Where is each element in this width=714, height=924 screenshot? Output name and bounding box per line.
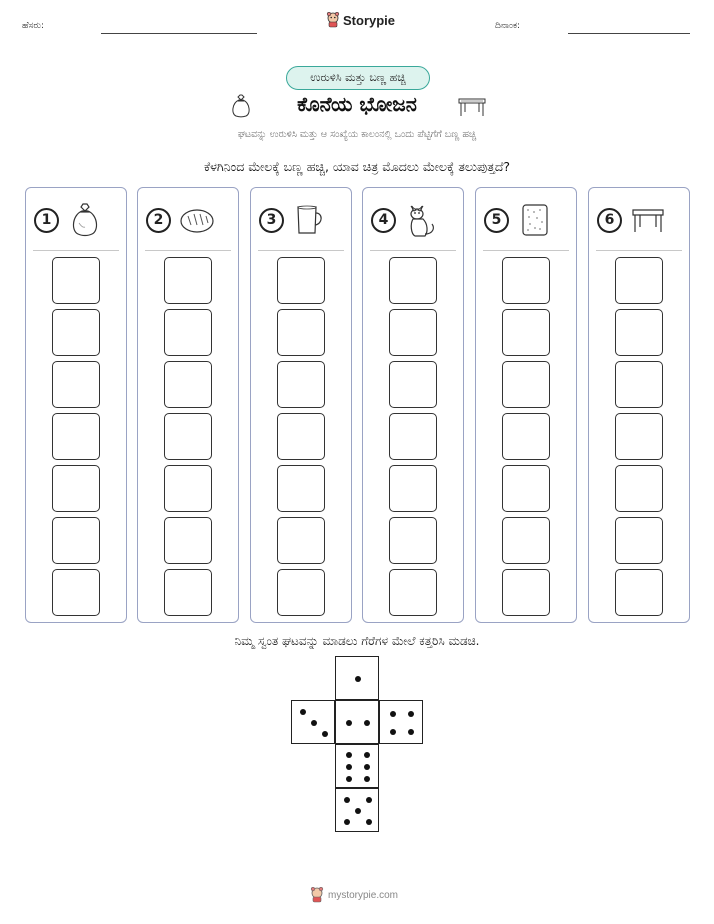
color-box[interactable] [615, 309, 663, 356]
bread-loaf-icon [179, 202, 215, 238]
color-box[interactable] [277, 361, 325, 408]
color-box[interactable] [389, 309, 437, 356]
color-box[interactable] [164, 465, 212, 512]
die-pip [366, 797, 372, 803]
name-line[interactable] [101, 33, 257, 34]
die-pip [322, 731, 328, 737]
color-box[interactable] [502, 309, 550, 356]
subtitle: ಘಟವನ್ನು ಉರುಳಿಸಿ ಮತ್ತು ಆ ಸಂಖ್ಯೆಯ ಕಾಲಂನಲ್ಲಿ ಒಂದು ಪೆಟ್ಟಿಗೆಗೆ ಬಣ್ಣ ಹಚ್ಚಿ [237, 129, 477, 140]
color-box[interactable] [277, 465, 325, 512]
column-divider [33, 250, 119, 251]
color-box[interactable] [389, 517, 437, 564]
color-box[interactable] [52, 569, 100, 616]
color-box[interactable] [164, 361, 212, 408]
die-pip [364, 752, 370, 758]
die-pip [311, 720, 317, 726]
storypie-mascot-icon [310, 887, 324, 903]
die-face-3 [291, 700, 335, 744]
column-6 [588, 187, 690, 623]
brand-name: Storypie [343, 12, 396, 28]
die-pip [355, 676, 361, 682]
column-number: 2 [146, 208, 171, 233]
color-box[interactable] [164, 309, 212, 356]
color-box[interactable] [52, 309, 100, 356]
color-box[interactable] [164, 517, 212, 564]
column-1 [25, 187, 127, 623]
column-number: 3 [259, 208, 284, 233]
column-header [371, 202, 455, 238]
die-face-1 [335, 656, 379, 700]
color-box[interactable] [52, 361, 100, 408]
die-pip [408, 711, 414, 717]
activity-tag: ಉರುಳಿಸಿ ಮತ್ತು ಬಣ್ಣ ಹಚ್ಚಿ [286, 66, 430, 90]
column-divider [258, 250, 344, 251]
column-divider [596, 250, 682, 251]
color-box[interactable] [502, 517, 550, 564]
table-icon [630, 202, 666, 238]
die-pip [344, 797, 350, 803]
column-number: 6 [597, 208, 622, 233]
mug-icon [292, 202, 328, 238]
die-pip [300, 709, 306, 715]
column-number: 5 [484, 208, 509, 233]
color-box[interactable] [52, 465, 100, 512]
color-box[interactable] [502, 361, 550, 408]
color-box[interactable] [164, 413, 212, 460]
die-pip [364, 764, 370, 770]
die-pip [364, 720, 370, 726]
die-pip [346, 764, 352, 770]
color-box[interactable] [502, 257, 550, 304]
color-box[interactable] [164, 569, 212, 616]
column-header [484, 202, 568, 238]
die-face-5 [335, 788, 379, 832]
date-label: ದಿನಾಂಕ: [495, 21, 521, 31]
color-box[interactable] [52, 517, 100, 564]
column-divider [370, 250, 456, 251]
color-box[interactable] [615, 257, 663, 304]
color-box[interactable] [615, 465, 663, 512]
column-number: 4 [371, 208, 396, 233]
column-header [146, 202, 230, 238]
color-box[interactable] [389, 413, 437, 460]
question-text: ಕೆಳಗಿನಿಂದ ಮೇಲಕ್ಕೆ ಬಣ್ಣ ಹಚ್ಚಿ, ಯಾವ ಚಿತ್ರ ಮೊದಲು ಮೇಲಕ್ಕೆ ತಲುಪುತ್ತದೆ? [203, 159, 511, 174]
color-box[interactable] [615, 517, 663, 564]
die-pip [390, 729, 396, 735]
die-pip [344, 819, 350, 825]
die-pip [366, 819, 372, 825]
column-divider [483, 250, 569, 251]
color-box[interactable] [52, 257, 100, 304]
color-box[interactable] [277, 257, 325, 304]
brand-logo [326, 12, 395, 28]
die-pip [408, 729, 414, 735]
color-box[interactable] [502, 413, 550, 460]
color-box[interactable] [389, 465, 437, 512]
column-5 [475, 187, 577, 623]
page-title: ಕೊನೆಯ ಭೋಜನ [297, 92, 417, 116]
column-3 [250, 187, 352, 623]
column-header [597, 202, 681, 238]
date-line[interactable] [568, 33, 690, 34]
color-box[interactable] [615, 413, 663, 460]
die-pip [346, 720, 352, 726]
color-box[interactable] [389, 257, 437, 304]
color-box[interactable] [277, 413, 325, 460]
die-pip [346, 776, 352, 782]
color-box[interactable] [389, 569, 437, 616]
color-box[interactable] [502, 569, 550, 616]
color-box[interactable] [277, 569, 325, 616]
color-box[interactable] [52, 413, 100, 460]
column-header [259, 202, 343, 238]
column-4 [362, 187, 464, 623]
die-pip [346, 752, 352, 758]
color-box[interactable] [389, 361, 437, 408]
column-2 [137, 187, 239, 623]
column-header [34, 202, 118, 238]
die-face-4 [379, 700, 423, 744]
storypie-mascot-icon [326, 12, 340, 28]
cut-instructions: ನಿಮ್ಮ ಸ್ವಂತ ಘಟವನ್ನು ಮಾಡಲು ಗೆರೆಗಳ ಮೇಲೆ ಕತ್ತರಿಸಿ ಮಡಚಿ. [234, 634, 480, 648]
color-box[interactable] [277, 517, 325, 564]
cat-icon [404, 202, 440, 238]
color-box[interactable] [164, 257, 212, 304]
color-box[interactable] [615, 361, 663, 408]
column-number: 1 [34, 208, 59, 233]
die-face-6 [335, 744, 379, 788]
column-divider [145, 250, 231, 251]
table-icon [457, 95, 487, 117]
cracker-icon [517, 202, 553, 238]
die-pip [364, 776, 370, 782]
die-face-2 [335, 700, 379, 744]
color-box[interactable] [502, 465, 550, 512]
color-box[interactable] [615, 569, 663, 616]
name-label: ಹೆಸರು: [22, 21, 45, 31]
die-pip [355, 808, 361, 814]
color-box[interactable] [277, 309, 325, 356]
die-pip [390, 711, 396, 717]
footer-url[interactable]: mystorypie.com [328, 889, 399, 901]
footer [310, 887, 398, 903]
money-bag-icon [67, 202, 103, 238]
